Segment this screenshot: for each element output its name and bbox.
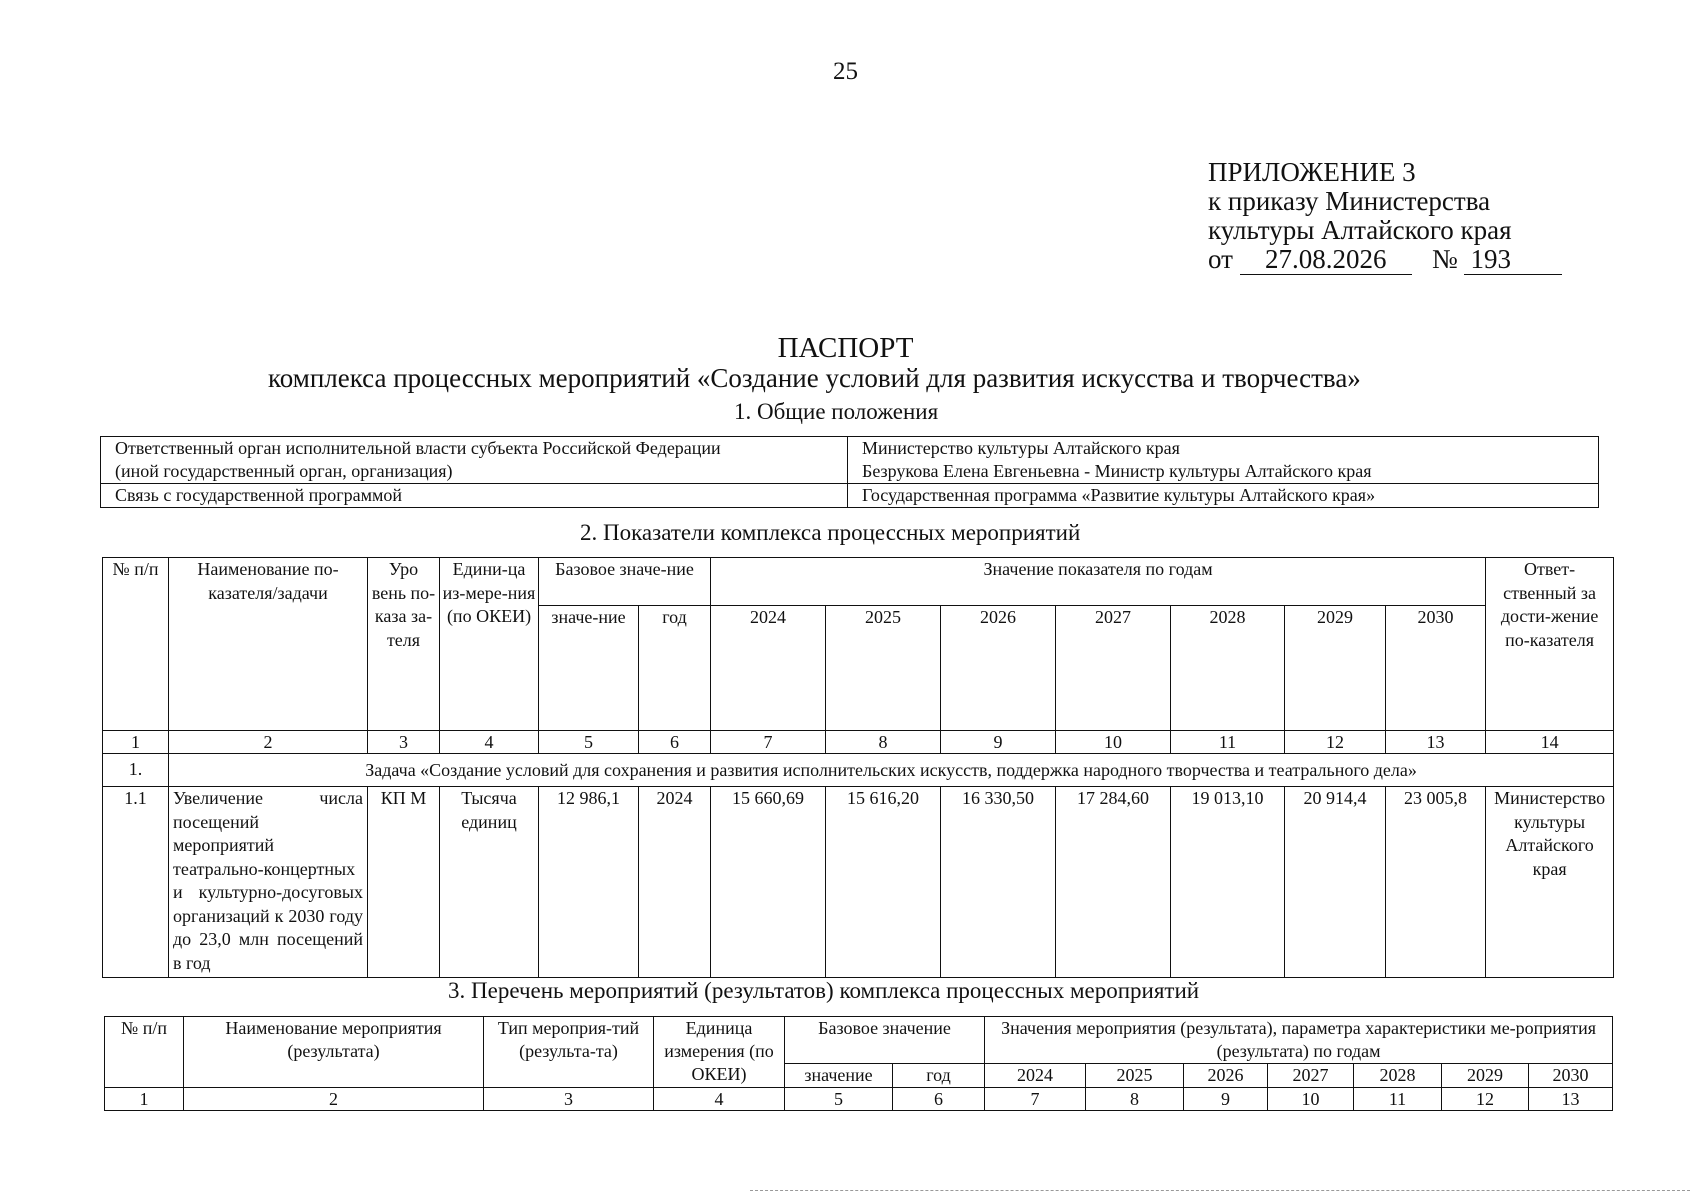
header-year-2028: 2028 [1354, 1064, 1442, 1088]
column-number: 8 [1086, 1088, 1184, 1111]
header-unit: Единица измерения (по ОКЕИ) [654, 1017, 785, 1088]
column-number-row [103, 731, 1614, 754]
indicator-level: КП М [368, 787, 440, 978]
annex-date-row [1208, 245, 1562, 275]
column-number: 6 [639, 731, 711, 754]
header-by-years: Значения мероприятия (результата), параметра характеристики ме-роприятия (результата) по годам [985, 1017, 1613, 1064]
header-base-year: год [893, 1064, 985, 1088]
header-year-2027: 2027 [1268, 1064, 1354, 1088]
column-number: 10 [1268, 1088, 1354, 1111]
indicator-value-2025: 15 616,20 [826, 787, 941, 978]
column-number: 5 [785, 1088, 893, 1111]
column-number: 6 [893, 1088, 985, 1111]
annex-number: 193 [1464, 245, 1562, 275]
header-name: Наименование по-казателя/задачи [169, 558, 368, 731]
indicator-num: 1.1 [103, 787, 169, 978]
column-number: 1 [105, 1088, 184, 1111]
responsible-body-label-line-1: Ответственный орган исполнительной власти субъекта Российской Федерации [115, 438, 721, 458]
annex-from-label: от [1208, 244, 1233, 274]
column-number: 4 [440, 731, 539, 754]
section-2-heading: 2. Показатели комплекса процессных мероприятий [580, 520, 1081, 545]
column-number: 1 [103, 731, 169, 754]
header-year-2029: 2029 [1442, 1064, 1529, 1088]
header-level: Уро вень по-каза за-теля [368, 558, 440, 731]
header-year-2025: 2025 [1086, 1064, 1184, 1088]
column-number: 7 [711, 731, 826, 754]
header-unit: Едини-ца из-мере-ния (по ОКЕИ) [440, 558, 539, 731]
header-row [105, 1017, 1613, 1064]
events-table [104, 1016, 1613, 1111]
indicator-name: Увеличение числа посещений мероприятий театрально-концертных и культурно-досуговых организаций к 2030 году до 23,0 млн посещений в год [169, 787, 368, 978]
document-title: ПАСПОРТ [777, 332, 914, 364]
header-num: № п/п [103, 558, 169, 731]
column-number: 2 [169, 731, 368, 754]
column-number: 10 [1056, 731, 1171, 754]
indicator-value-2029: 20 914,4 [1285, 787, 1386, 978]
column-number: 13 [1386, 731, 1486, 754]
header-base-value: значе-ние [539, 606, 639, 731]
header-year-2030: 2030 [1386, 606, 1486, 731]
task-row [103, 754, 1614, 787]
program-link-value: Государственная программа «Развитие культуры Алтайского края» [848, 484, 1599, 508]
indicator-value-2026: 16 330,50 [941, 787, 1056, 978]
column-number: 14 [1486, 731, 1614, 754]
indicator-base-year: 2024 [639, 787, 711, 978]
table-row [103, 787, 1614, 978]
responsible-body-value-line-2: Безрукова Елена Евгеньевна - Министр культуры Алтайского края [862, 461, 1372, 481]
column-number: 9 [1184, 1088, 1268, 1111]
indicator-unit: Тысяча единиц [440, 787, 539, 978]
indicators-table [102, 557, 1614, 978]
column-number: 3 [368, 731, 440, 754]
section-1-heading: 1. Общие положения [734, 399, 939, 424]
column-number: 5 [539, 731, 639, 754]
column-number: 4 [654, 1088, 785, 1111]
column-number: 7 [985, 1088, 1086, 1111]
responsible-body-label-line-2: (иной государственный орган, организация) [115, 461, 453, 481]
header-base: Базовое значение [785, 1017, 985, 1064]
task-num: 1. [103, 754, 169, 787]
responsible-body-value-line-1: Министерство культуры Алтайского края [862, 438, 1180, 458]
annex-line-1: к приказу Министерства [1208, 186, 1491, 216]
annex-date: 27.08.2026 [1240, 245, 1412, 275]
header-num: № п/п [105, 1017, 184, 1088]
task-text: Задача «Создание условий для сохранения и развития исполнительских искусств, поддержка народного творчества и театрального дела» [169, 754, 1614, 787]
header-year-2028: 2028 [1171, 606, 1285, 731]
header-year-2024: 2024 [711, 606, 826, 731]
column-number-row [105, 1088, 1613, 1111]
header-year-2029: 2029 [1285, 606, 1386, 731]
program-link-label: Связь с государственной программой [101, 484, 848, 508]
indicator-base-value: 12 986,1 [539, 787, 639, 978]
header-base-value: значение [785, 1064, 893, 1088]
document-subtitle: комплекса процессных мероприятий «Создание условий для развития искусства и творчества» [268, 363, 1361, 393]
column-number: 8 [826, 731, 941, 754]
header-year-2026: 2026 [1184, 1064, 1268, 1088]
table-row [101, 437, 1599, 484]
section-3-heading: 3. Перечень мероприятий (результатов) комплекса процессных мероприятий [448, 978, 1200, 1003]
header-year-2030: 2030 [1529, 1064, 1613, 1088]
header-responsible: Ответ-ственный за дости-жение по-казателя [1486, 558, 1614, 731]
responsible-body-label [101, 437, 848, 484]
indicator-value-2028: 19 013,10 [1171, 787, 1285, 978]
header-year-2026: 2026 [941, 606, 1056, 731]
header-base-year: год [639, 606, 711, 731]
annex-block [1208, 158, 1562, 275]
column-number: 12 [1442, 1088, 1529, 1111]
header-row [103, 558, 1614, 606]
column-number: 2 [184, 1088, 484, 1111]
header-type: Тип мероприя-тий (результа-та) [484, 1017, 654, 1088]
column-number: 3 [484, 1088, 654, 1111]
header-name: Наименование мероприятия (результата) [184, 1017, 484, 1088]
header-base: Базовое значе-ние [539, 558, 711, 606]
header-by-years: Значение показателя по годам [711, 558, 1486, 606]
page-number: 25 [833, 58, 858, 85]
table-row [101, 484, 1599, 508]
annex-title: ПРИЛОЖЕНИЕ 3 [1208, 157, 1416, 187]
header-year-2027: 2027 [1056, 606, 1171, 731]
general-provisions-table [100, 436, 1599, 508]
header-year-2024: 2024 [985, 1064, 1086, 1088]
indicator-responsible: Министерство культуры Алтайского края [1486, 787, 1614, 978]
responsible-body-value [848, 437, 1599, 484]
column-number: 9 [941, 731, 1056, 754]
column-number: 13 [1529, 1088, 1613, 1111]
indicator-value-2030: 23 005,8 [1386, 787, 1486, 978]
footer-scan-line [750, 1190, 1690, 1191]
column-number: 12 [1285, 731, 1386, 754]
annex-number-label: № [1431, 244, 1458, 274]
indicator-value-2027: 17 284,60 [1056, 787, 1171, 978]
column-number: 11 [1171, 731, 1285, 754]
annex-line-2: культуры Алтайского края [1208, 215, 1512, 245]
indicator-value-2024: 15 660,69 [711, 787, 826, 978]
column-number: 11 [1354, 1088, 1442, 1111]
header-year-2025: 2025 [826, 606, 941, 731]
